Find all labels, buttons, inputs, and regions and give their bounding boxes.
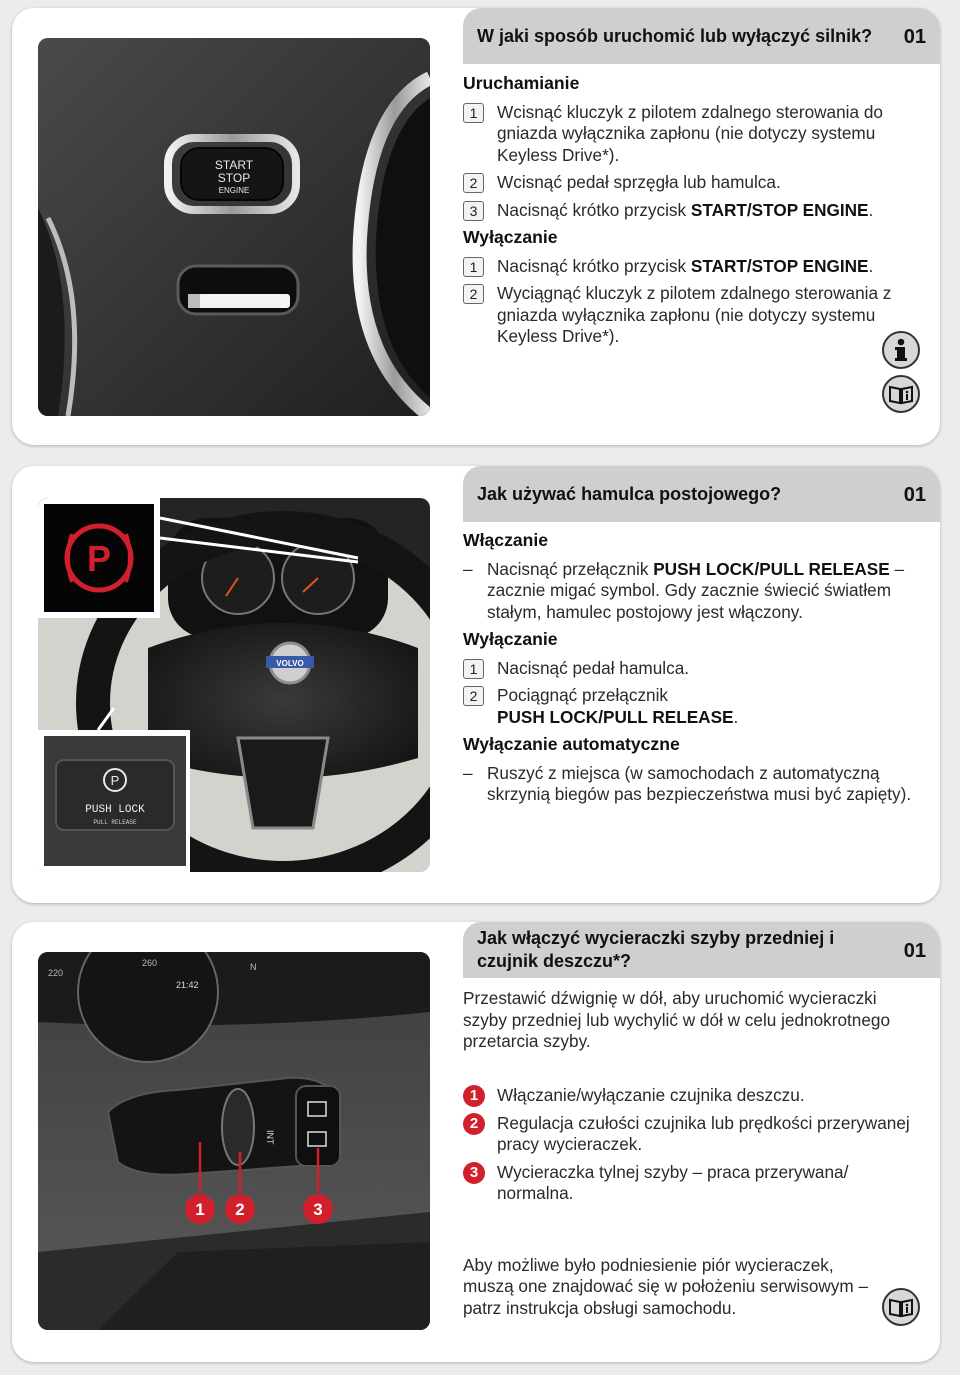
step-text: Pociągnąć przełącznik PUSH LOCK/PULL RELEASE. [497, 685, 739, 727]
item-text: Wycieraczka tylnej szyby – praca przerywana/ normalna. [497, 1161, 849, 1203]
stop-heading: Wyłączanie [463, 227, 558, 247]
switch-name: PUSH LOCK/PULL RELEASE [497, 706, 734, 727]
start-button-label-1: START [214, 158, 254, 172]
on-heading: Włączanie [463, 530, 549, 550]
on-item: – Nacisnąć przełącznik PUSH LOCK/PULL RELEASE – zacznie migać symbol. Gdy zacznie świecić światłem stałym, hamulec postojowy jest włączony. [463, 559, 924, 624]
item-text: Nacisnąć przełącznik PUSH LOCK/PULL RELEASE – zacznie migać symbol. Gdy zacznie świecić światłem stałym, hamulec postojowy jest włączony. [487, 558, 905, 622]
step-text: Nacisnąć krótko przycisk START/STOP ENGINE. [497, 255, 874, 276]
step-number: 1 [463, 103, 484, 123]
item-text: Włączanie/wyłączanie czujnika deszczu. [497, 1084, 805, 1105]
chapter-number: 01 [903, 483, 926, 506]
gauge-left-value: 220 [48, 968, 64, 978]
parking-brake-header [463, 466, 940, 522]
lever-int-label: INT [265, 1130, 275, 1145]
step-number: 2 [463, 173, 484, 193]
manual-book-icon[interactable] [882, 375, 920, 413]
section-title: W jaki sposób uruchomić lub wyłączyć silnik? [477, 25, 873, 46]
item-text: Ruszyć z miejsca (w samochodach z automatyczną skrzynią biegów pas bezpieczeństwa musi być zapięty). [487, 762, 912, 804]
gauge-mid-value: 260 [142, 958, 158, 968]
button-name: START/STOP ENGINE [690, 199, 869, 220]
wipers-note: Aby możliwe było podniesienie piór wycieraczek, muszą one znajdować się w położeniu serwisowym – patrz instrukcja obsługi samochodu. [463, 1254, 869, 1318]
svg-text:P: P [110, 773, 120, 788]
chapter-number: 01 [903, 25, 926, 48]
stop-step [463, 283, 924, 348]
step-text: Wcisnąć kluczyk z pilotem zdalnego sterowania do gniazda wyłącznika zapłonu (nie dotyczy systemu Keyless Drive*). [497, 101, 883, 165]
step-number: 2 [463, 284, 484, 304]
callout-3: 3 [313, 1200, 323, 1219]
start-step [463, 102, 924, 167]
callout-2: 2 [235, 1200, 245, 1219]
engine-instructions [463, 73, 924, 354]
switch-label-2: PULL RELEASE [93, 819, 137, 826]
steering-wheel-photo [38, 498, 430, 872]
volvo-badge: VOLVO [276, 659, 304, 668]
step-text: Nacisnąć krótko przycisk START/STOP ENGINE. [497, 199, 874, 220]
section-title: Jak włączyć wycieraczki szyby przedniej i czujnik deszczu*? [477, 928, 835, 971]
section-title: Jak używać hamulca postojowego? [477, 483, 782, 504]
step-number: 3 [463, 201, 484, 221]
item-number: 2 [463, 1113, 485, 1135]
auto-item: – Ruszyć z miejsca (w samochodach z automatyczną skrzynią biegów pas bezpieczeństwa musi być zapięty). [463, 763, 924, 806]
start-step [463, 172, 924, 194]
start-step [463, 200, 924, 222]
switch-label-1: PUSH LOCK [85, 804, 145, 816]
step-number: 1 [463, 659, 484, 679]
start-heading: Uruchamianie [463, 73, 580, 93]
item-number: 1 [463, 1085, 485, 1107]
wipers-header [463, 922, 940, 978]
svg-text:P: P [86, 538, 112, 579]
engine-section-header [463, 8, 940, 64]
clock-readout: 21:42 [176, 980, 199, 990]
gauge-right-value: N [250, 962, 257, 972]
wipers-card [12, 922, 940, 1362]
off-step [463, 685, 924, 728]
step-text: Nacisnąć pedał hamulca. [497, 657, 690, 678]
step-text: Wyciągnąć kluczyk z pilotem zdalnego sterowania z gniazda wyłącznika zapłonu (nie dotyczy systemu Keyless Drive*). [497, 283, 892, 346]
step-number: 1 [463, 257, 484, 277]
wiper-item [463, 1085, 924, 1107]
chapter-number: 01 [903, 939, 926, 962]
info-icon[interactable] [882, 331, 920, 369]
start-button-label-3: ENGINE [218, 186, 250, 195]
manual-book-icon[interactable] [882, 1288, 920, 1326]
parking-brake-card [12, 466, 940, 903]
auto-heading: Wyłączanie automatyczne [463, 734, 680, 754]
stop-step [463, 256, 924, 278]
off-heading: Wyłączanie [463, 629, 558, 649]
step-number: 2 [463, 686, 484, 706]
parking-brake-instructions [463, 530, 924, 812]
button-name: START/STOP ENGINE [690, 255, 869, 276]
wipers-instructions [463, 988, 924, 1319]
start-button-label-2: STOP [217, 171, 251, 185]
wiper-item [463, 1113, 924, 1156]
item-number: 3 [463, 1162, 485, 1184]
wipers-intro: Przestawić dźwignię w dół, aby uruchomić wycieraczki szyby przedniej lub wychylić w dół w celu jednokrotnego przetarcia szyby. [463, 988, 891, 1051]
switch-name: PUSH LOCK/PULL RELEASE [653, 558, 890, 579]
start-stop-photo [38, 38, 430, 416]
wiper-item [463, 1162, 924, 1205]
wiper-lever-photo [38, 952, 430, 1330]
engine-start-card [12, 8, 940, 445]
item-text: Regulacja czułości czujnika lub prędkości przerywanej pracy wycieraczek. [497, 1112, 910, 1154]
callout-1: 1 [195, 1200, 205, 1219]
off-step [463, 658, 924, 680]
step-text: Wcisnąć pedał sprzęgła lub hamulca. [497, 172, 781, 192]
